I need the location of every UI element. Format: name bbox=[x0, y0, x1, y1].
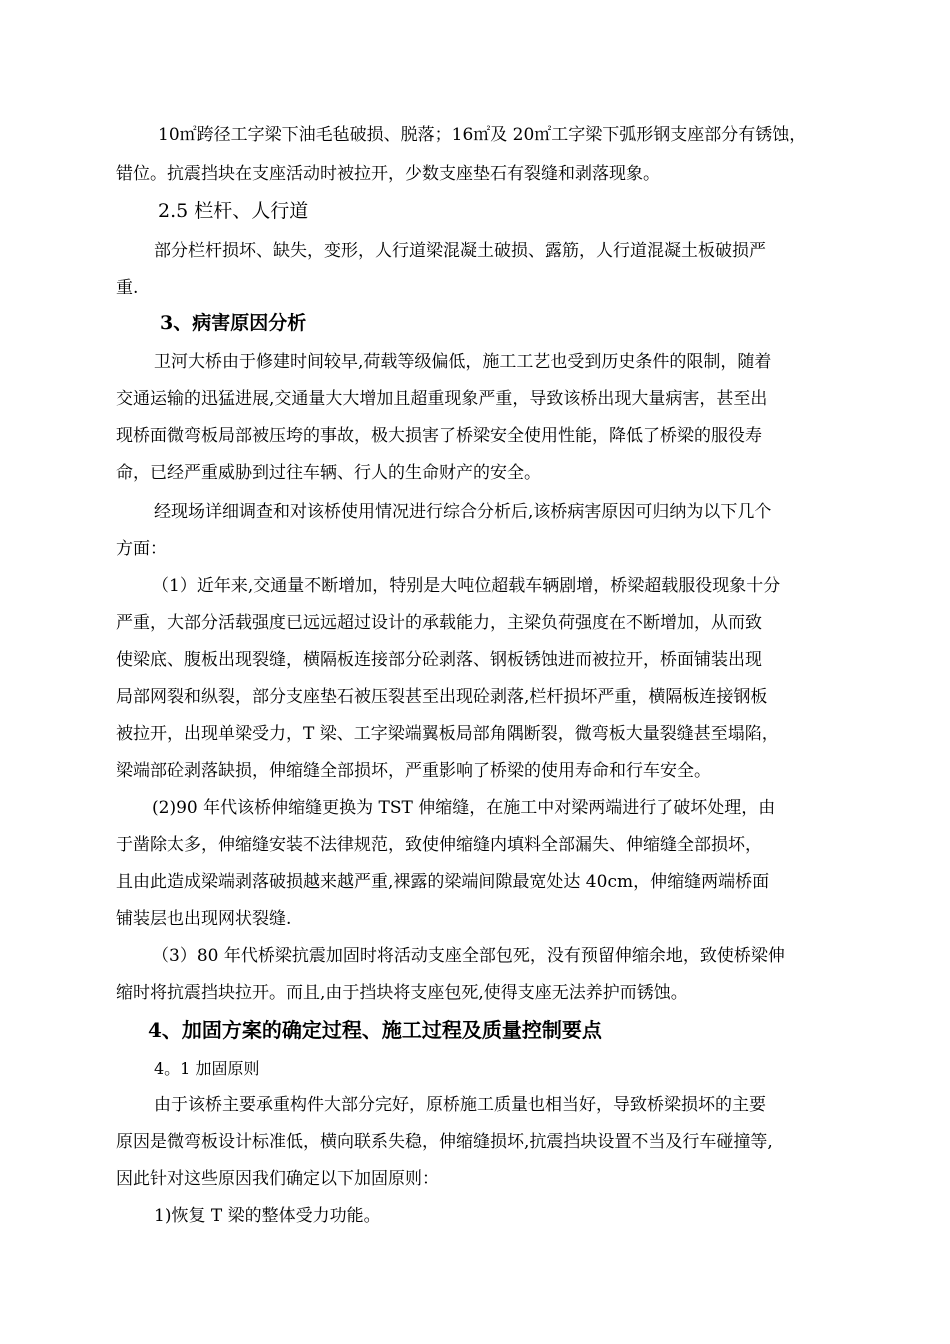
list-item-line: 被拉开，出现单梁受力，T 梁、工字梁端翼板局部角隅断裂，微弯板大量裂缝甚至塌陷， bbox=[116, 724, 779, 744]
body-text-line: 由于该桥主要承重构件大部分完好，原桥施工质量也相当好，导致桥梁损坏的主要 bbox=[154, 1095, 766, 1115]
body-text-line: 原因是微弯板设计标准低，横向联系失稳，伸缩缝损坏,抗震挡块设置不当及行车碰撞等, bbox=[116, 1132, 773, 1152]
body-text-line: 交通运输的迅猛进展,交通量大大增加且超重现象严重，导致该桥出现大量病害，甚至出 bbox=[116, 389, 768, 409]
list-item-line: 于凿除太多，伸缩缝安装不法律规范，致使伸缩缝内填料全部漏失、伸缩缝全部损坏， bbox=[116, 835, 762, 855]
body-text-line: 命，已经严重威胁到过往车辆、行人的生命财产的安全。 bbox=[116, 463, 541, 483]
list-item-line: 使梁底、腹板出现裂缝，横隔板连接部分砼剥落、钢板锈蚀进而被拉开，桥面铺装出现 bbox=[116, 650, 762, 670]
list-item-line: （3）80 年代桥梁抗震加固时将活动支座全部包死，没有预留伸缩余地，致使桥梁伸 bbox=[152, 946, 785, 966]
body-text-line: 方面： bbox=[116, 539, 167, 559]
list-item-line: (2)90 年代该桥伸缩缝更换为 TST 伸缩缝，在施工中对梁两端进行了破坏处理，由 bbox=[152, 798, 776, 818]
section-heading-2-5: 2.5 栏杆、人行道 bbox=[158, 200, 309, 222]
list-item-line: 缩时将抗震挡块拉开。而且,由于挡块将支座包死,使得支座无法养护而锈蚀。 bbox=[116, 983, 688, 1003]
list-item-line: （1）近年来,交通量不断增加，特别是大吨位超载车辆剧增，桥梁超载服役现象十分 bbox=[152, 576, 781, 596]
body-text-line: 经现场详细调查和对该桥使用情况进行综合分析后,该桥病害原因可归纳为以下几个 bbox=[154, 502, 772, 522]
list-item-line: 且由此造成梁端剥落破损越来越严重,裸露的梁端间隙最宽处达 40cm，伸缩缝两端桥面 bbox=[116, 872, 770, 892]
body-text-line: 因此针对这些原因我们确定以下加固原则： bbox=[116, 1169, 439, 1189]
section-heading-4: 4、加固方案的确定过程、施工过程及质量控制要点 bbox=[148, 1018, 602, 1042]
list-item-line: 局部网裂和纵裂，部分支座垫石被压裂甚至出现砼剥落,栏杆损坏严重，横隔板连接钢板 bbox=[116, 687, 768, 707]
list-item-line: 严重，大部分活载强度已远远超过设计的承载能力，主梁负荷强度在不断增加，从而致 bbox=[116, 613, 762, 633]
body-text-line: 错位。抗震挡块在支座活动时被拉开，少数支座垫石有裂缝和剥落现象。 bbox=[116, 164, 660, 184]
body-text-line: 现桥面微弯板局部被压垮的事故，极大损害了桥梁安全使用性能，降低了桥梁的服役寿 bbox=[116, 426, 762, 446]
list-item-line: 梁端部砼剥落缺损，伸缩缝全部损坏，严重影响了桥梁的使用寿命和行车安全。 bbox=[116, 761, 711, 781]
list-item-line: 铺装层也出现网状裂缝. bbox=[116, 909, 292, 929]
section-heading-3: 3、病害原因分析 bbox=[160, 312, 307, 334]
body-text-line: 10㎡跨径工字梁下油毛毡破损、脱落；16㎡及 20㎡工字梁下弧形钢支座部分有锈蚀， bbox=[158, 125, 807, 145]
body-text-line: 重. bbox=[116, 278, 139, 298]
sub-heading-4-1: 4。1 加固原则 bbox=[154, 1059, 260, 1078]
body-text-line: 部分栏杆损坏、缺失，变形，人行道梁混凝土破损、露筋，人行道混凝土板破损严 bbox=[154, 241, 766, 261]
body-text-line: 卫河大桥由于修建时间较早,荷载等级偏低，施工工艺也受到历史条件的限制，随着 bbox=[154, 352, 772, 372]
list-item-line: 1)恢复 T 梁的整体受力功能。 bbox=[154, 1206, 381, 1226]
